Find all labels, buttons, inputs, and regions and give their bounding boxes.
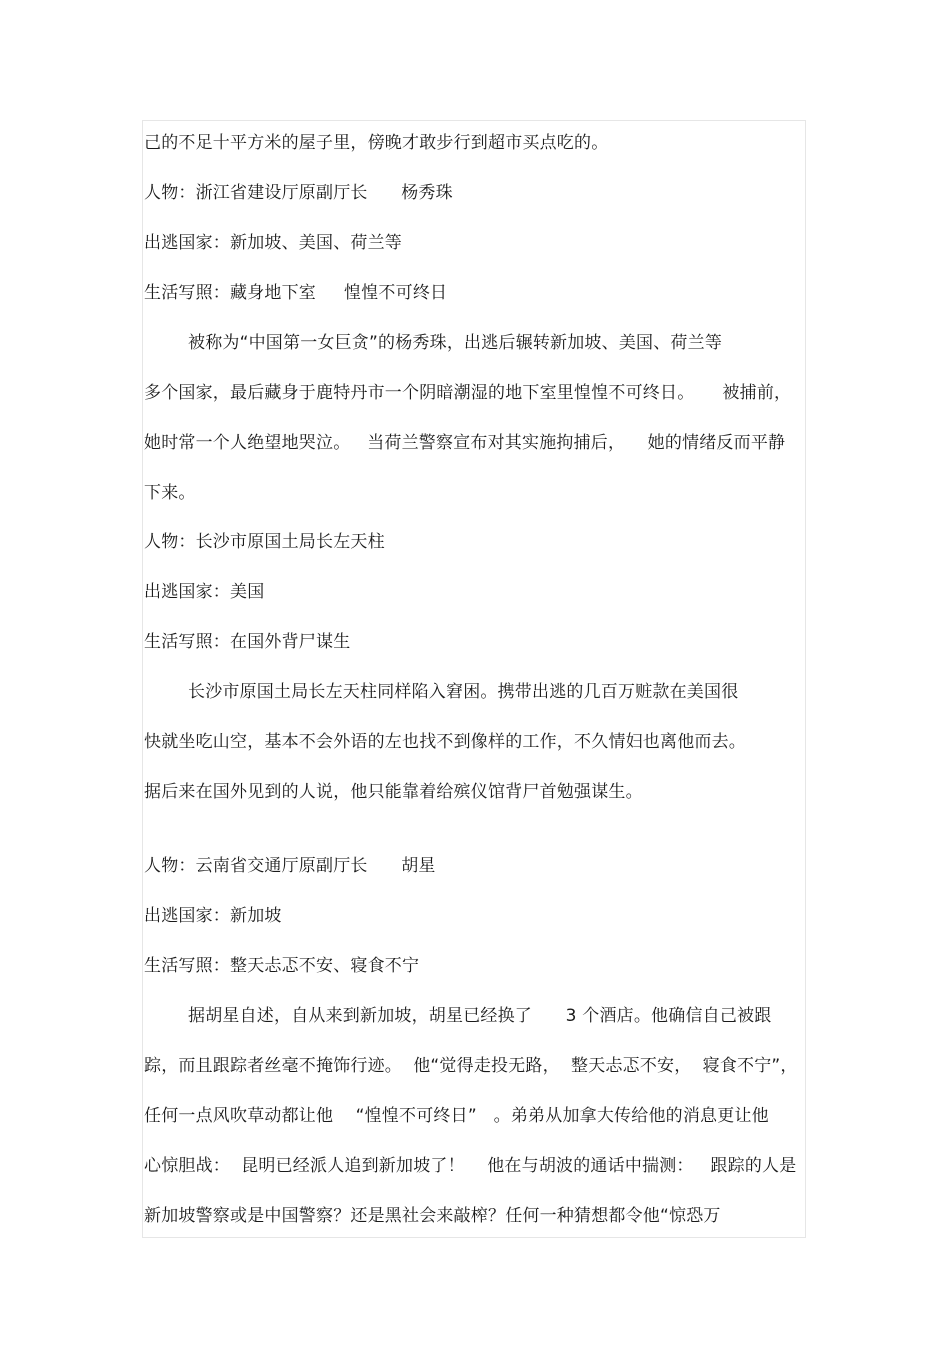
paragraph-line: 心惊胆战： 昆明已经派人追到新加坡了！ 他在与胡波的通话中揣测： 跟踪的人是 [144, 1156, 797, 1176]
country-line: 出逃国家：美国 [144, 582, 265, 602]
paragraph-line: 被称为“中国第一女巨贪”的杨秀珠，出逃后辗转新加坡、美国、荷兰等 [188, 333, 723, 353]
paragraph-line: 据后来在国外见到的人说，他只能靠着给殡仪馆背尸首勉强谋生。 [144, 782, 643, 802]
text-line: 己的不足十平方米的屋子里，傍晚才敢步行到超市买点吃的。 [144, 133, 609, 153]
paragraph-line: 新加坡警察或是中国警察？还是黑社会来敲榨？任何一种猜想都令他“惊恐万 [144, 1206, 721, 1226]
life-line: 生活写照：在国外背尸谋生 [144, 632, 351, 652]
country-line: 出逃国家：新加坡 [144, 906, 282, 926]
life-line: 生活写照：藏身地下室 惶惶不可终日 [144, 283, 448, 303]
paragraph-line: 踪，而且跟踪者丝毫不掩饰行迹。 他“觉得走投无路， 整天忐忑不安， 寝食不宁”， [144, 1056, 798, 1076]
person-line: 人物：浙江省建设厅原副厅长 杨秀珠 [144, 183, 453, 203]
paragraph-line: 下来。 [144, 483, 196, 503]
paragraph-line: 她时常一个人绝望地哭泣。 当荷兰警察宣布对其实施拘捕后， 她的情绪反而平静 [144, 433, 786, 453]
person-line: 人物：长沙市原国土局长左天柱 [144, 532, 385, 552]
life-line: 生活写照：整天忐忑不安、寝食不宁 [144, 956, 420, 976]
paragraph-line: 据胡星自述，自从来到新加坡，胡星已经换了 3 个酒店。他确信自己被跟 [188, 1006, 772, 1026]
paragraph-line: 长沙市原国土局长左天柱同样陷入窘困。携带出逃的几百万赃款在美国很 [188, 682, 739, 702]
paragraph-line: 多个国家，最后藏身于鹿特丹市一个阴暗潮湿的地下室里惶惶不可终日。 被捕前， [144, 383, 792, 403]
person-line: 人物：云南省交通厅原副厅长 胡星 [144, 856, 436, 876]
paragraph-line: 任何一点风吹草动都让他 “惶惶不可终日” 。弟弟从加拿大传给他的消息更让他 [144, 1106, 769, 1126]
country-line: 出逃国家：新加坡、美国、荷兰等 [144, 233, 402, 253]
paragraph-line: 快就坐吃山空，基本不会外语的左也找不到像样的工作，不久情妇也离他而去。 [144, 732, 746, 752]
